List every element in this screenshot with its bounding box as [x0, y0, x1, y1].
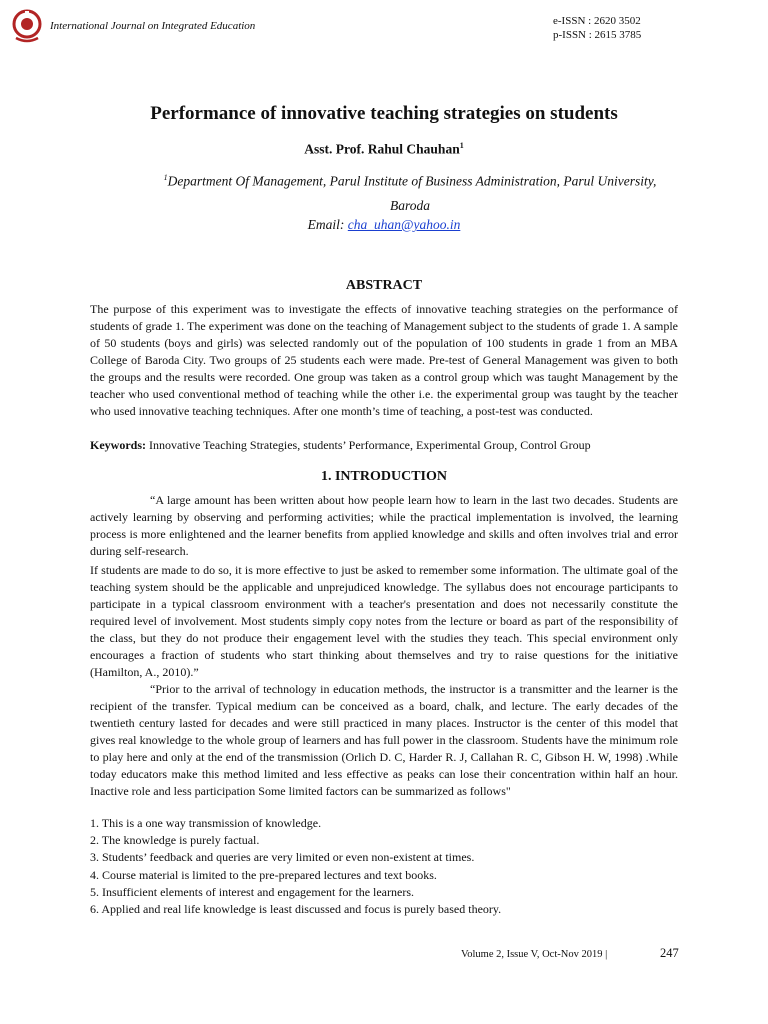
journal-name: International Journal on Integrated Education [50, 20, 256, 32]
paper-title: Performance of innovative teaching strategies on students [150, 103, 618, 124]
list-item: 6. Applied and real life knowledge is least discussed and focus is purely based theory. [90, 902, 502, 917]
keywords-line [90, 437, 678, 454]
footer-volume: Volume 2, Issue V, Oct-Nov 2019 | [461, 949, 608, 960]
keywords-text: Innovative Teaching Strategies, students’ Performance, Experimental Group, Control Group [146, 438, 591, 452]
affiliation [150, 166, 670, 218]
email-line [0, 217, 768, 233]
author-sup: 1 [459, 141, 464, 150]
author-line [0, 141, 768, 158]
keywords-label: Keywords: [90, 438, 146, 452]
eissn: e-ISSN : 2620 3502 [553, 15, 641, 27]
abstract-heading: ABSTRACT [345, 278, 423, 293]
list-item: 4. Course material is limited to the pre-prepared lectures and text books. [90, 867, 437, 882]
author-name: Asst. Prof. Rahul Chauhan [304, 141, 460, 157]
intro-paragraph-3: “Prior to the arrival of technology in education methods, the instructor is a transmitter and the learner is the recipient of the transfer. Typical medium can be conceived as a board, chalk, and lecture. The early decades of the twentieth century lasted for decades and were still practiced in many places. Instructor is the center of this model that gives real knowledge to the whole group of learners and has full power in the classroom. Students have the minimum role to play here and only at the end of the transmission (Orlich D. C, Harder R. J, Callahan R. C, Gibson H. W, 1998) .While today educators make this method limited and less effective as peaks can lose their concentration within half an hour. Inactive role and less participation Some limited factors can be summarized as follows" [90, 682, 678, 798]
intro-paragraph-1: “A large amount has been written about how people learn how to learn in the last two decades. Students are actively learning by observing and performing activities; while the practical implementation is involved, the learning process is more enlightened and the learner benefits from applied knowledge and skills and often involves trial and error during self-research. [90, 493, 678, 558]
affiliation-sup: 1 [163, 173, 168, 182]
email-link[interactable]: cha_uhan@yahoo.in [347, 217, 461, 232]
introduction-heading: 1. INTRODUCTION [320, 469, 447, 484]
abstract-text: The purpose of this experiment was to investigate the effects of innovative teaching strategies on the performance of students of grade 1. The experiment was done on the teaching of Management subject to the students of grade 1. A sample of 50 students (boys and girls) was selected randomly out of the population of 100 students in grade 1 from an MBA College of Baroda City. Two groups of 25 students each were made. Pre-test of General Management was given to both the groups and the results were recorded. One group was taken as a control group which was taught Management by the teacher who used conventional method of teaching while the other i.e. the experimental group was taught by the teacher who used innovative teaching techniques. After one month’s time of teaching, a post-test was conducted. [90, 302, 678, 418]
journal-logo-icon [12, 8, 42, 44]
email-label: Email: [307, 217, 348, 232]
list-item: 5. Insufficient elements of interest and engagement for the learners. [90, 884, 414, 899]
affiliation-text: Department Of Management, Parul Institute of Business Administration, Parul University, Baroda [167, 173, 657, 213]
limitations-list [90, 815, 678, 918]
page-number: 247 [660, 946, 679, 960]
intro-paragraph-2: If students are made to do so, it is more effective to just be asked to remember some information. The ultimate goal of the teaching system should be the applicable and unprejudiced knowledge. The syllabus does not encourage participants to participate in a typical classroom environment with a teacher's presentation and does not necessarily constitute the required level of involvement. Most students simply copy notes from the lecture or board as part of the responsibility of the class, but they do not produce their engagement level with the studies they teach. This special environment only encourages a fraction of students who start thinking about themselves and try to raise questions for the initiative (Hamilton, A., 2010).” [90, 563, 678, 679]
issn-block [553, 14, 641, 42]
list-item: 1. This is a one way transmission of knowledge. [90, 816, 322, 830]
pissn: p-ISSN : 2615 3785 [553, 29, 642, 41]
list-item: 2. The knowledge is purely factual. [90, 833, 260, 848]
list-item: 3. Students’ feedback and queries are very limited or even non-existent at times. [90, 850, 475, 865]
